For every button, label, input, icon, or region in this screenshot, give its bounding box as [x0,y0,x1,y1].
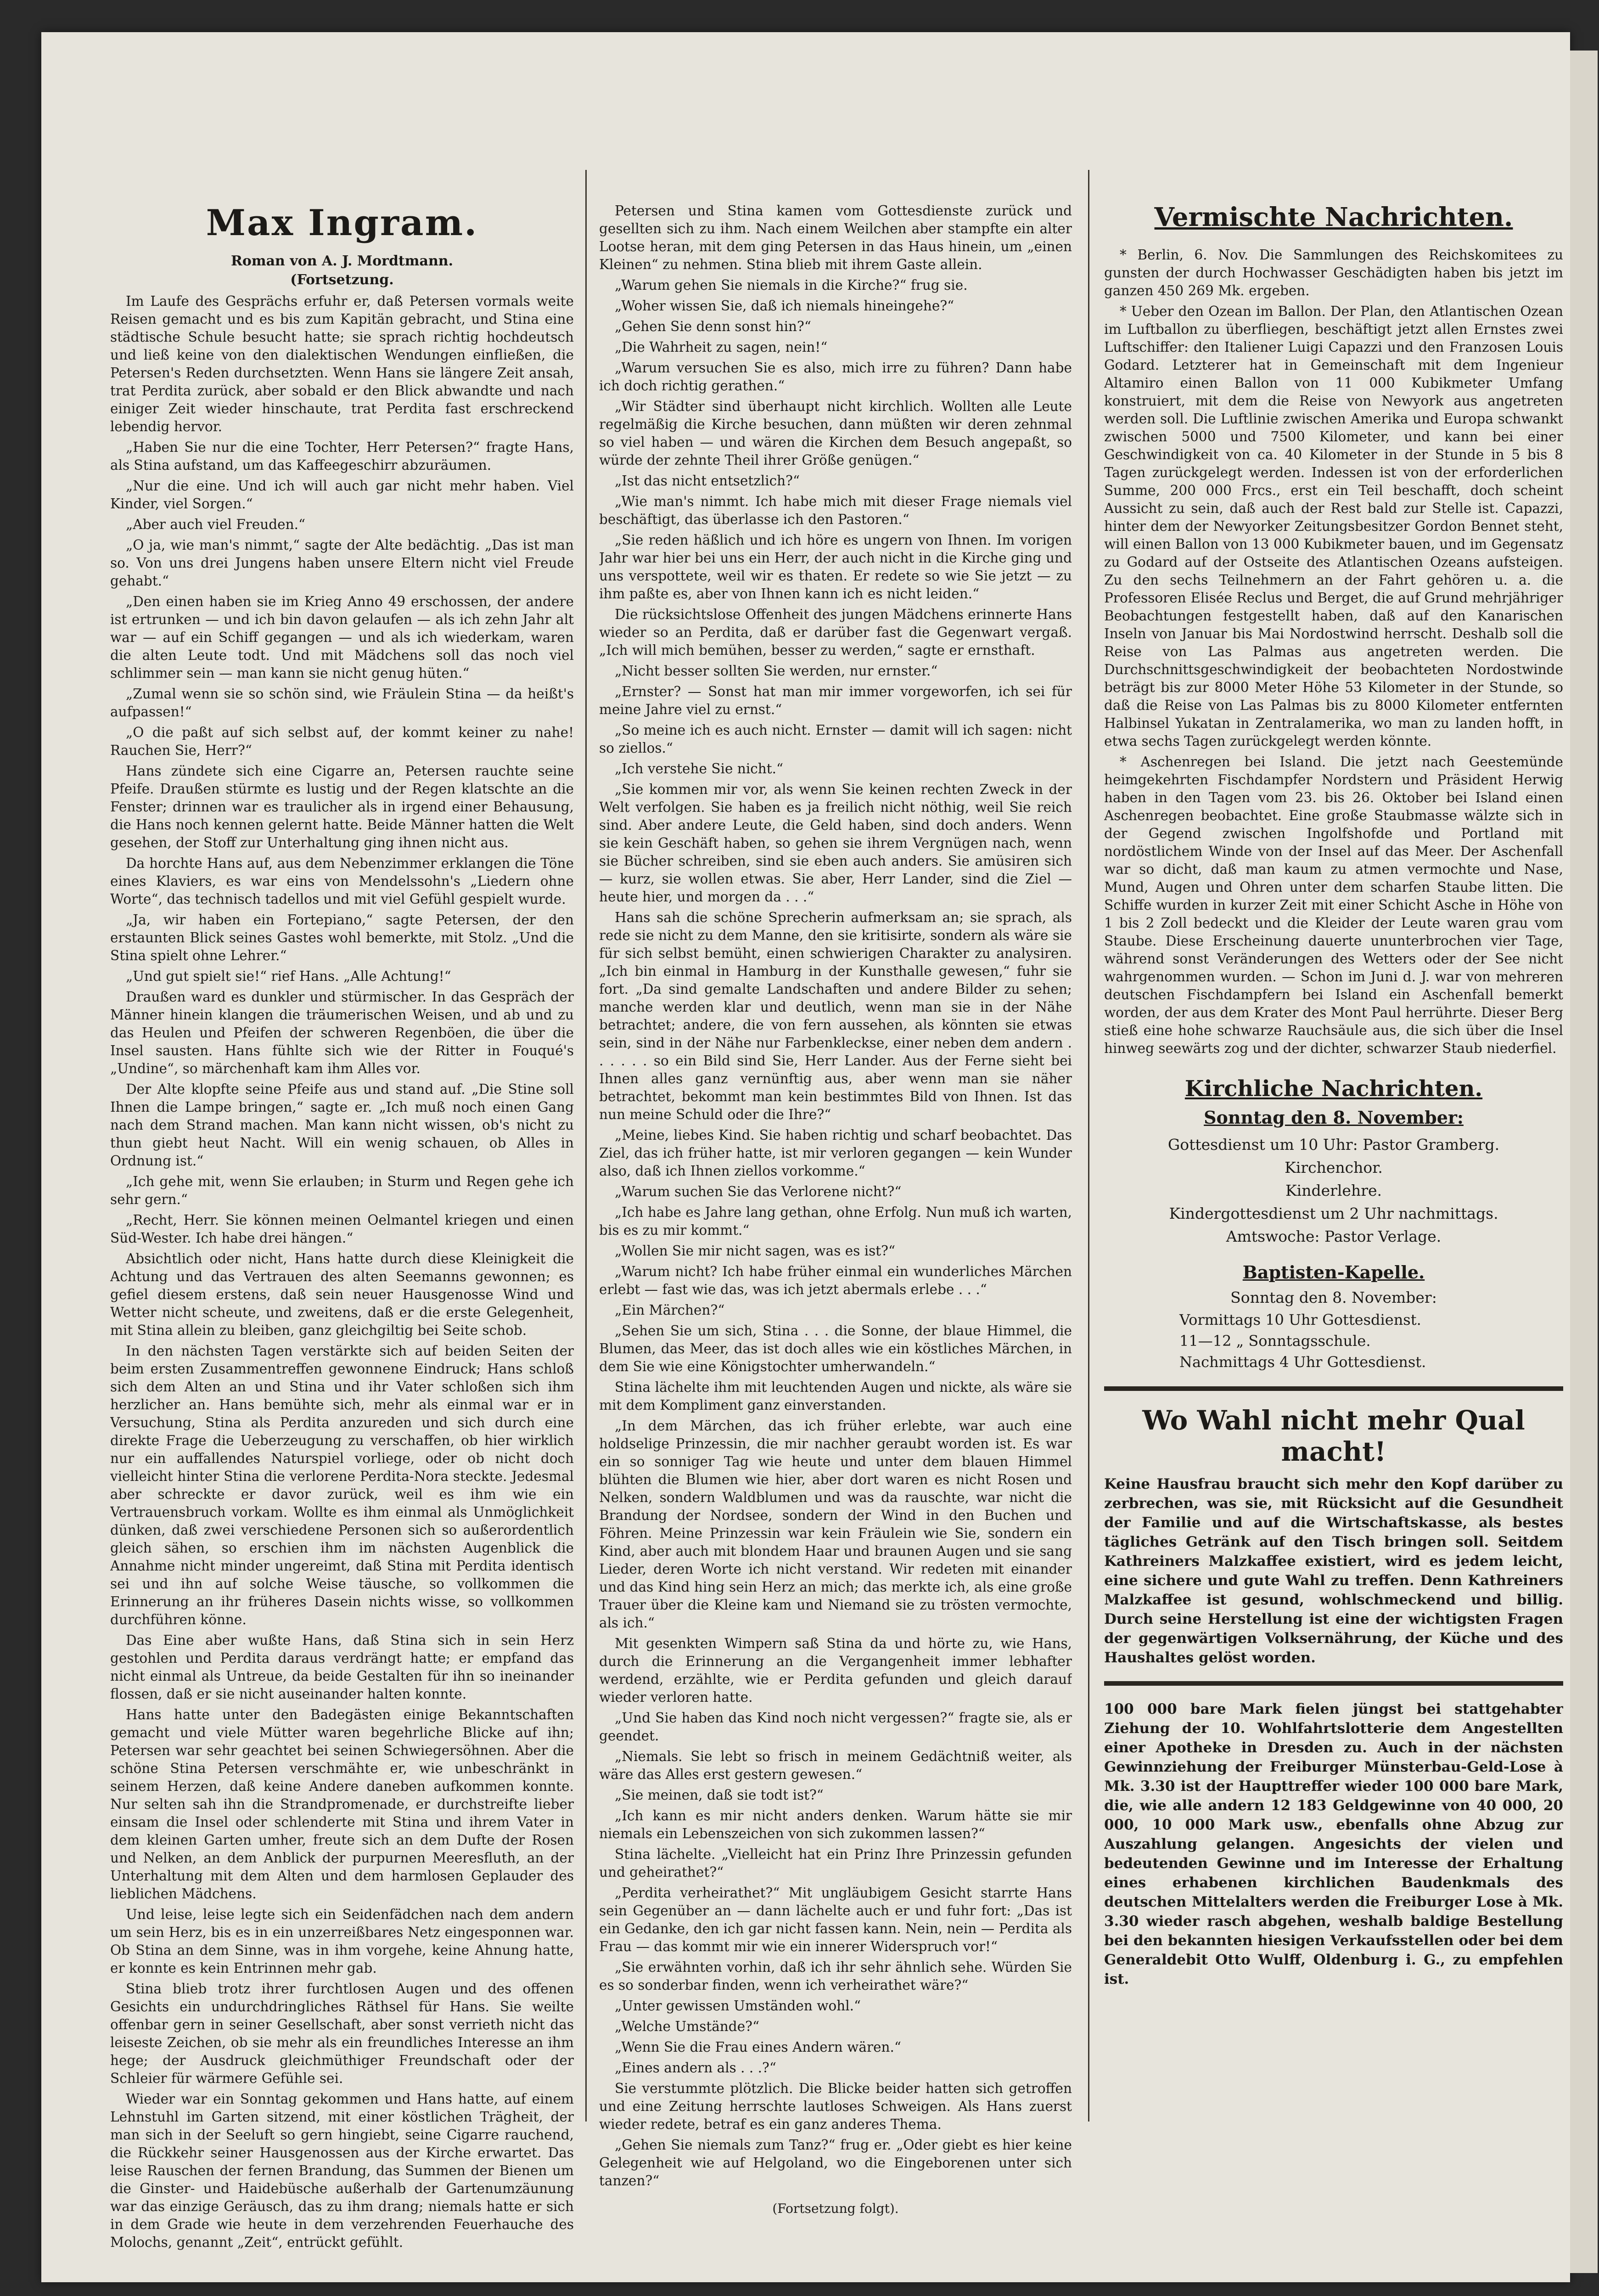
paragraph: „Zumal wenn sie so schön sind, wie Fräulein Stina — da heißt's aufpassen!“ [110,686,574,720]
church-news-title: Kirchliche Nachrichten. [1184,1076,1483,1102]
paragraph: Wieder war ein Sonntag gekommen und Hans hatte, auf einem Lehnstuhl im Garten sitzend, mit einer köstlichen Trägheit, der man sich in der Seeluft so gern hingiebt, seine Cigarre rauchend, die Rückkehr seiner Hausgenossen aus der Kirche erwartet. Das leise Rauschen der fernen Brandung, das Summen der Bienen um die Ginster- und Haidebüsche außerhalb der Gartenumzäunung war das einzige Geräusch, das zu ihm drang; niemals hatte er sich in dem Grade wie heute in dem verzehrenden Feuerhauche des Molochs, genannt „Zeit“, entrückt gefühlt. [110,2091,574,2250]
paragraph: „Warum versuchen Sie es also, mich irre zu führen? Dann habe ich doch richtig gerathen.“ [599,360,1072,394]
paragraph: Das Eine aber wußte Hans, daß Stina sich in sein Herz gestohlen und Perdita daraus verdrängt hatte; er empfand das nicht einmal als Untreue, da beide Gestalten für ihn so ineinander flossen, daß er sie nicht auseinander halten konnte. [110,1632,574,1702]
paragraph: „Haben Sie nur die eine Tochter, Herr Petersen?“ fragte Hans, als Stina aufstand, um das Kaffeegeschirr abzuräumen. [110,439,574,473]
paragraph: „Nur die eine. Und ich will auch gar nicht mehr haben. Viel Kinder, viel Sorgen.“ [110,478,574,512]
divider [1104,1681,1563,1686]
paragraph: „Aber auch viel Freuden.“ [126,517,306,532]
divider [1104,1386,1563,1391]
page-edge [1570,51,1598,2273]
misc-news-title: Vermischte Nachrichten. [1154,202,1513,232]
paragraph: „Ich gehe mit, wenn Sie erlauben; in Sturm und Regen gehe ich sehr gern.“ [110,1174,574,1207]
baptist-title: Baptisten-Kapelle. [1242,1262,1425,1283]
ad-text: 100 000 bare Mark fielen jüngst bei stattgehabter Ziehung der 10. Wohlfahrtslotterie dem Angestellten einer Apotheke in Dresden zu. Auch in der nächsten Gewinnziehung der Freiburger Münsterbau-Geld-Lose à Mk. 3.30 ist der Haupttreffer wieder 100 000 bare Mark, die, wie alle andern 12 183 Geldgewinne von 40 000, 20 000, 10 000 Mark usw., ebenfalls ohne Abzug zur Auszahlung gelangen. Angesichts der vielen und bedeutenden Gewinne und im Interesse der Erhaltung eines erhabenen kirchlichen Baudenkmals des deutschen Mittelalters werden die Freiburger Lose à Mk. 3.30 wieder rasch abgehen, weshalb baldige Bestellung bei den bekannten hiesigen Verkaufsstellen oder bei dem Generaldebit Otto Wulff, Oldenburg i. G., zu empfehlen ist. [1104,1701,1563,1987]
paragraph: „Gehen Sie niemals zum Tanz?“ frug er. „Oder giebt es hier keine Gelegenheit wie auf Helgoland, wo die Eingeborenen unter sich tanzen?“ [599,2137,1072,2189]
paragraph: „Und Sie haben das Kind noch nicht vergessen?“ fragte sie, als er geendet. [599,1710,1072,1744]
paragraph: „Unter gewissen Umständen wohl.“ [615,1998,861,2014]
paragraph: „Die Wahrheit zu sagen, nein!“ [615,339,828,355]
paragraph: „Sie meinen, daß sie todt ist?“ [615,1787,824,1803]
paragraph: „Woher wissen Sie, daß ich niemals hineingehe?“ [615,298,954,314]
baptist-date: Sonntag den 8. November: [1230,1289,1437,1306]
paragraph: „Warum suchen Sie das Verlorene nicht?“ [615,1184,902,1199]
paragraph: „Ernster? — Sonst hat man mir immer vorgeworfen, ich sei für meine Jahre viel zu ernst.“ [599,684,1072,717]
ad-headline: Wo Wahl nicht mehr Qual macht! [1142,1405,1525,1467]
paragraph: „Gehen Sie denn sonst hin?“ [615,319,811,334]
serial-byline: Roman von A. J. Mordtmann. [230,253,454,269]
paragraph: Im Laufe des Gesprächs erfuhr er, daß Petersen vormals weite Reisen gemacht und es bis zum Kapitän gebracht, und Stina eine städtische Schule besucht hatte; sie sprach richtig hochdeutsch und ließ keine von den dialektischen Wendungen einfließen, die Petersen's Reden durchsetzten. Wenn Hans sie längere Zeit ansah, trat Perdita zurück, aber sobald er den Blick abwandte und nach einiger Zeit wieder hinschaute, trat Perdita fast erschreckend lebendig hervor. [110,293,574,434]
church-date: Sonntag den 8. November: [1204,1107,1464,1128]
serial-text-continued [599,202,1072,2190]
paragraph: Stina blieb trotz ihrer furchtlosen Augen und des offenen Gesichts ein undurchdringliches Räthsel für Hans. Sie weilte offenbar gern in seiner Gesellschaft, aber sonst verrieth nicht das leiseste Zeichen, ob sie mehr als ein freundliches Interesse an ihm hege; der Ausdruck gleichmüthiger Freundschaft oder der Schleier für wärmere Gefühle sei. [110,1981,574,2086]
paragraph: Die rücksichtslose Offenheit des jungen Mädchens erinnerte Hans wieder so an Perdita, daß er darüber fast die Gegenwart vergaß. „Ich will mich bemühen, besser zu werden,“ sagte er ernsthaft. [599,607,1072,658]
paragraph: In den nächsten Tagen verstärkte sich auf beiden Seiten der beim ersten Zusammentreffen gewonnene Eindruck; Hans schloß sich dem Alten an und Stina und ihr Vater schloßen sich ihm herzlicher an. Hans bemühte sich, mehr als einmal war er in Versuchung, Stina als Perdita anzureden und sich durch eine direkte Frage die Ueberzeugung zu verschaffen, ob hier wirklich nur ein auffallendes Naturspiel vorliege, oder ob nicht doch vielleicht hinter Stina die verlorene Perdita-Nora steckte. Jedesmal aber schreckte er davor zurück, weil es ihm wie ein Vertrauensbruch vorkam. Wollte es ihm einmal als Unmöglichkeit dünken, daß zwei verschiedene Personen sich so außerordentlich gleich sähen, so erschien ihm im nächsten Augenblick die Annahme nicht minder ungereimt, daß Stina mit Perdita identisch sei und ihn auf solche Weise täusche, so vollkommen die Erinnerung an ihr früheres Dasein nichts wisse, so vollkommen durchführen könne. [110,1343,574,1627]
paragraph: „Sie erwähnten vorhin, daß ich ihr sehr ähnlich sehe. Würden Sie es so sonderbar finden, wenn ich verheirathet wäre?“ [599,1959,1072,1993]
church-line: Kinderlehre. [1285,1182,1382,1199]
serial-column [110,156,574,2254]
paragraph: Hans sah die schöne Sprecherin aufmerksam an; sie sprach, als rede sie nicht zu dem Manne, den sie kritisirte, sondern als wäre sie für sich selbst bemüht, einen schwierigen Charakter zu analysiren. „Ich bin einmal in Hamburg in der Kunsthalle gewesen,“ fuhr sie fort. „Da sind gemalte Landschaften und andere Bilder zu sehen; manche werden klar und deutlich, wenn man sie in der Nähe betrachtet; andere, die von fern aussehen, als könnten sie etwas sein, sind in der Nähe nur Farbenkleckse, einer neben dem andern . . . . . . so ein Bild sind Sie, Herr Lander. Aus der Ferne sieht bei Ihnen alles ganz vernünftig aus, aber wenn man sie näher betrachtet, bekommt man kein bestimmtes Bild von Ihnen. Ist das nun meine Schuld oder die Ihre?“ [599,910,1072,1122]
paragraph: „Welche Umstände?“ [615,2019,760,2034]
paragraph: „Wie man's nimmt. Ich habe mich mit dieser Frage niemals viel beschäftigt, das überlasse ich den Pastoren.“ [599,494,1072,527]
paragraph: „Und gut spielt sie!“ rief Hans. „Alle Achtung!“ [126,968,451,984]
paragraph: „So meine ich es auch nicht. Ernster — damit will ich sagen: nicht so ziellos.“ [599,722,1072,756]
paragraph: „Wollen Sie mir nicht sagen, was es ist?“ [615,1243,896,1259]
news-item: * Berlin, 6. Nov. Die Sammlungen des Reichskomitees zu gunsten der durch Hochwasser Geschädigten haben bis jetzt im ganzen 450 269 Mk. ergeben. [1104,247,1563,298]
church-line: Kirchenchor. [1285,1159,1383,1176]
column-rule [585,170,587,2122]
paragraph: Absichtlich oder nicht, Hans hatte durch diese Kleinigkeit die Achtung und das Vertrauen des alten Seemanns gewonnen; es gefiel diesem erstens, daß sein neuer Hausgenosse Wind und Wetter nicht scheute, und zweitens, daß er die erste Gelegenheit, mit Stina allein zu bleiben, ganz gleichgiltig bei Seite schob. [110,1251,574,1338]
paragraph: „Ich habe es Jahre lang gethan, ohne Erfolg. Nun muß ich warten, bis es zu mir kommt.“ [599,1204,1072,1238]
malzkaffee-ad [1104,1405,1563,1667]
paragraph: „Recht, Herr. Sie können meinen Oelmantel kriegen und einen Süd-Wester. Ich habe drei hängen.“ [110,1212,574,1246]
paragraph: Mit gesenkten Wimpern saß Stina da und hörte zu, wie Hans, durch die Erinnerung an die Vergangenheit immer lebhafter werdend, erzählte, wie er Perdita gefunden und gleich darauf wieder verloren hatte. [599,1636,1072,1705]
paragraph: Stina lächelte ihm mit leuchtenden Augen und nickte, als wäre sie mit dem Kompliment ganz einverstanden. [599,1379,1072,1413]
serial-title: Max Ingram. [206,202,478,244]
church-news [1104,1076,1563,1373]
paragraph: „Meine, liebes Kind. Sie haben richtig und scharf beobachtet. Das Ziel, das ich früher hatte, ist mir verloren gegangen — kein Wunder also, daß ich Ihnen ziellos vorkomme.“ [599,1127,1072,1179]
ad-text: Keine Hausfrau braucht sich mehr den Kopf darüber zu zerbrechen, was sie, mit Rücksicht auf die Gesundheit der Familie und auf die Wirtschaftskasse, als bestes tägliches Getränk auf den Tisch bringen soll. Seitdem Kathreiners Malzkaffee existiert, wird es jedem leicht, eine sichere und gute Wahl zu treffen. Denn Kathreiners Malzkaffee ist gesund, wohlschmeckend und billig. Durch seine Herstellung ist eine der wichtigsten Fragen der gegenwärtigen Volksernährung, der Küche und des Haushaltes gelöst worden. [1104,1476,1563,1666]
misc-news-items [1104,246,1563,1058]
paragraph: Und leise, leise legte sich ein Seidenfädchen nach dem andern um sein Herz, bis es in ein unzerreißbares Netz eingesponnen war. Ob Stina an dem Sinne, was in ihm vorgehe, keine Ahnung hatte, er konnte es kein Entrinnen mehr gab. [110,1907,574,1976]
paragraph: „Ja, wir haben ein Fortepiano,“ sagte Petersen, der den erstaunten Blick seines Gastes wohl bemerkte, mit Stolz. „Und die Stina spielt ohne Lehrer.“ [110,912,574,963]
paragraph: Da horchte Hans auf, aus dem Nebenzimmer erklangen die Töne eines Klaviers, es war eins von Mendelssohn's „Liedern ohne Worte“, das technisch tadellos und mit viel Gefühl gespielt wurde. [110,855,574,907]
paragraph: Draußen ward es dunkler und stürmischer. In das Gespräch der Männer hinein klangen die träumerischen Weisen, und ab und zu das Heulen und Pfeifen der schweren Regenböen, die über die Insel sausten. Hans fühlte sich wie der Ritter in Fouqué's „Undine“, so märchenhaft kam ihm Alles vor. [110,989,574,1076]
paragraph: „Warum nicht? Ich habe früher einmal ein wunderliches Märchen erlebt — fast wie das, was ich jetzt abermals erlebe . . .“ [599,1264,1072,1297]
paragraph: „In dem Märchen, das ich früher erlebte, war auch eine holdselige Prinzessin, die mir nachher geraubt worden ist. Es war ein so sonniger Tag wie heute und unter dem blauen Himmel blühten die Blumen wie hier, aber dort waren es nicht Rosen und Nelken, sondern Waldblumen und was da rauschte, war nicht die Brandung der Nordsee, sondern der Wind in den Buchen und Föhren. Meine Prinzessin war kein Fräulein wie Sie, sondern ein Kind, aber auch mit blondem Haar und braunen Augen und sie sang Lieder, deren Worte ich nicht verstand. Wir redeten mit einander und das Kind hing sein Herz an mich; das merkte ich, als eine große Trauer über die Kleine kam und Niemand sie zu trösten vermochte, als ich.“ [599,1418,1072,1631]
paragraph: „Ist das nicht entsetzlich?“ [615,473,800,489]
paragraph: „O ja, wie man's nimmt,“ sagte der Alte bedächtig. „Das ist man so. Von uns drei Jungens haben unsere Eltern nicht viel Freude gehabt.“ [110,537,574,589]
baptist-line: Vormittags 10 Uhr Gottesdienst. [1179,1311,1421,1328]
news-column [1104,156,1563,1992]
paragraph: „Ich verstehe Sie nicht.“ [615,761,784,777]
church-line: Amtswoche: Pastor Verlage. [1226,1227,1442,1245]
paragraph: Hans zündete sich eine Cigarre an, Petersen rauchte seine Pfeife. Draußen stürmte es lustig und der Regen klatschte an die Fenster; drinnen war es traulicher als in irgend einer Behausung, die Hans noch kennen gelernt hatte. Beide Männer hatten die Welt gesehen, der Stoff zur Unterhaltung ging ihnen nicht aus. [110,763,574,850]
paragraph: „Perdita verheirathet?“ Mit ungläubigem Gesicht starrte Hans sein Gegenüber an — dann lächelte auch er und fuhr fort: „Das ist ein Gedanke, den ich gar nicht fassen kann. Nein, nein — Perdita als Frau — das kommt mir wie ein innerer Widerspruch vor!“ [599,1885,1072,1954]
paragraph: Hans hatte unter den Badegästen einige Bekanntschaften gemacht und viele Mütter waren begehrliche Blicke auf ihn; Petersen war sehr geachtet bei seinen Schwiegersöhnen. Aber die schöne Stina Petersen verschmähte er, wie unbeschränkt in seinem Herzen, daß keine Andere daneben aufkommen konnte. Nur selten sah ihn die Strandpromenade, er durchstreifte lieber einsam die Insel oder schlenderte mit Stina und ihrem Vater in dem kleinen Garten umher, freute sich an dem Dufte der Rosen und Nelken, an dem Anblick der purpurnen Meeresfluth, an der Unterhaltung mit dem Alten und dem harmlosen Geplauder des lieblichen Mädchens. [110,1707,574,1902]
baptist-schedule [1104,1309,1563,1373]
church-line: Gottesdienst um 10 Uhr: Pastor Gramberg. [1167,1136,1500,1154]
paragraph: „Den einen haben sie im Krieg Anno 49 erschossen, der andere ist ertrunken — und ich bin davon gelaufen — als ich zehn Jahr alt war — auf ein Schiff gegangen — und als ich wiederkam, waren die alten Leute todt. Und mit Mädchens soll das noch viel schlimmer sein — man kann sie nicht genug hüten.“ [110,594,574,681]
to-be-continued: (Fortsetzung folgt). [772,2201,899,2216]
paragraph: „Wenn Sie die Frau eines Andern wären.“ [615,2039,901,2055]
church-schedule [1104,1133,1563,1248]
paragraph: „Ich kann es mir nicht anders denken. Warum hätte sie mir niemals ein Lebenszeichen von sich zukommen lassen?“ [599,1808,1072,1841]
paragraph: „O die paßt auf sich selbst auf, der kommt keiner zu nahe! Rauchen Sie, Herr?“ [110,725,574,758]
paragraph: Der Alte klopfte seine Pfeife aus und stand auf. „Die Stine soll Ihnen die Lampe bringen,“ sagte er. „Ich muß noch einen Gang nach dem Strand machen. Man kann nicht wissen, ob's nicht zu thun giebt heut Nacht. Will ein wenig schauen, ob Alles in Ordnung ist.“ [110,1081,574,1169]
paragraph: „Wir Städter sind überhaupt nicht kirchlich. Wollten alle Leute regelmäßig die Kirche besuchen, dann müßten wir deren zehnmal so viel haben — und wären die Kirchen dem Besuch angepaßt, so würde der zehnte Theil ihrer Größe genügen.“ [599,399,1072,468]
paragraph: „Sie kommen mir vor, als wenn Sie keinen rechten Zweck in der Welt verfolgen. Sie haben es ja freilich nicht nöthig, weil Sie reich sind. Aber andere Leute, die Geld haben, sind doch anders. Wenn sie kein Geschäft haben, so gehen sie ihrem Vergnügen nach, wenn sie Bücher schreiben, sind sie eben auch anders. Sie amüsiren sich — kurz, sie wollen etwas. Sie aber, Herr Lander, sind die Ziel — heute hier, und morgen da . . .“ [599,782,1072,905]
baptist-line: Nachmittags 4 Uhr Gottesdienst. [1179,1353,1426,1371]
paragraph: Sie verstummte plötzlich. Die Blicke beider hatten sich getroffen und eine Zeitung herrschte lautloses Schweigen. Als Hans zuerst wieder redete, betraf es ein ganz anderes Thema. [599,2081,1072,2132]
news-item: * Aschenregen bei Island. Die jetzt nach Geestemünde heimgekehrten Fischdampfer Nordstern und Präsident Herwig haben in den Tagen vom 23. bis 26. Oktober bei Island einen Aschenregen beobachtet. Eine große Staubmasse wälzte sich in der Gegend zwischen Ingolfshofde und Portland mit nordöstlichem Winde von der Insel auf das Meer. Der Aschenfall war so dicht, daß man kaum zu atmen vermochte und Nase, Mund, Augen und Ohren unter dem scharfen Staube litten. Die Schiffe wurden in kurzer Zeit mit einer Schicht Asche in Höhe von 1 bis 2 Zoll bedeckt und die Kleider der Leute waren grau vom Staube. Diese Erscheinung dauerte ununterbrochen vier Tage, während sonst Veränderungen des Wetters oder der See nicht wahrgenommen wurden. — Schon im Juni d. J. war von mehreren deutschen Fischdampfern bei Island ein Aschenfall bemerkt worden, der aus dem Krater des Mont Paul herrührte. Dieser Berg stieß eine hohe schwarze Rauchsäule aus, die sich über die Insel hinweg seewärts zog und der dichter, schwarzer Staub niederfiel. [1104,754,1563,1056]
paragraph: Petersen und Stina kamen vom Gottesdienste zurück und gesellten sich zu ihm. Nach einem Weilchen aber stampfte ein alter Lootse heran, mit dem ging Petersen in das Haus hinein, um „einen Kleinen“ zu nehmen. Stina blieb mit ihrem Gaste allein. [599,203,1072,272]
lottery-ad [1104,1699,1563,1989]
baptist-line: 11—12 „ Sonntagsschule. [1179,1332,1371,1350]
newspaper-page [41,32,1570,2282]
paragraph: „Sehen Sie um sich, Stina . . . die Sonne, der blaue Himmel, die Blumen, das Meer, das ist doch alles wie ein köstliches Märchen, in dem Sie wie eine Königstochter umherwandeln.“ [599,1323,1072,1374]
paragraph: „Warum gehen Sie niemals in die Kirche?“ frug sie. [615,277,968,293]
paragraph: „Nicht besser sollten Sie werden, nur ernster.“ [615,663,938,679]
paragraph: „Sie reden häßlich und ich höre es ungern von Ihnen. Im vorigen Jahr war hier bei uns ein Herr, der auch nicht in die Kirche ging und uns verspottete, weil wir es thaten. Er redete so wie Sie jetzt — zu ihm paßte es, aber von Ihnen kann ich es nicht leiden.“ [599,532,1072,602]
paragraph: „Ein Märchen?“ [615,1302,725,1318]
news-item: * Ueber den Ozean im Ballon. Der Plan, den Atlantischen Ozean im Luftballon zu überfliegen, beschäftigt jetzt allen Ernstes zwei Luftschiffer: den Italiener Luigi Capazzi und den Franzosen Louis Godard. Letzterer hat in Gemeinschaft mit dem Ingenieur Altamiro einen Ballon von 11 000 Kubikmeter Umfang konstruiert, mit dem die Reise von Newyork aus angetreten werden soll. Die Luftlinie zwischen Amerika und Europa schwankt zwischen 5000 und 7500 Kilometer, und kann bei einer Geschwindigkeit von ca. 40 Kilometer in der Stunde in 5 bis 8 Tagen zurückgelegt werden. Indessen ist von der erforderlichen Summe, 200 000 Frcs., erst ein Teil beschafft, doch scheint Aussicht zu sein, daß auch der Rest bald zur Stelle ist. Capazzi, hinter dem der Newyorker Zeitungsbesitzer Gordon Bennet steht, will einen Ballon von 13 000 Kubikmeter bauen, und im Gegensatz zu Godard auf der Ostseite des Atlantischen Ozeans aufsteigen. Zu den sechs Teilnehmern an der Fahrt gehören u. a. die Professoren Elisée Reclus und Berget, die auf Grund mehrjähriger Beobachtungen festgestellt haben, daß auf den Kanarischen Inseln von Januar bis Mai Nordostwind herrscht. Deshalb soll die Reise von Las Palmas aus angetreten werden. Die Durchschnittsgeschwindigkeit der beobachteten Nordostwinde beträgt bis zur 8000 Meter Höhe 53 Kilometer in der Stunde, so daß die Reise von Las Palmas bis zu 8000 Kilometer entfernten Halbinsel Yukatan in Zentralamerika, wo man zu landen hofft, in etwa sechs Tagen zurückgelegt werden könnte. [1104,304,1563,749]
serial-column-continued [599,156,1072,2216]
church-line: Kindergottesdienst um 2 Uhr nachmittags. [1169,1204,1498,1222]
serial-text [110,293,574,2251]
serial-continued: (Fortsetzung. [290,272,394,288]
paragraph: „Niemals. Sie lebt so frisch in meinem Gedächtniß weiter, als wäre das Alles erst gestern gewesen.“ [599,1749,1072,1782]
paragraph: Stina lächelte. „Vielleicht hat ein Prinz Ihre Prinzessin gefunden und geheirathet?“ [599,1846,1072,1880]
paragraph: „Eines andern als . . .?“ [615,2060,776,2076]
column-rule [1088,170,1089,2122]
